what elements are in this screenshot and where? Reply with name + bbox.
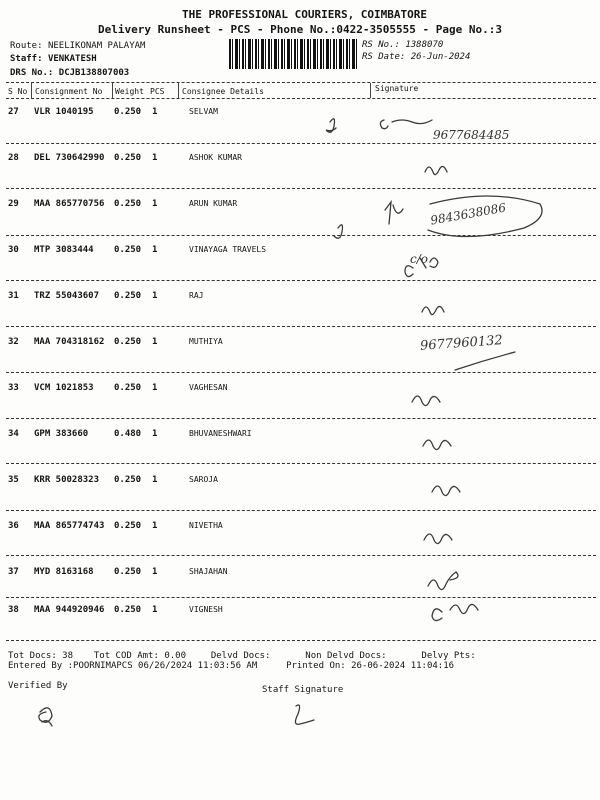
row-consignment: KRR 50028323 [34, 475, 100, 485]
row-consignee: ARUN KUMAR [189, 199, 238, 208]
row-weight: 0.250 [114, 337, 142, 347]
row-consignee: SELVAM [189, 107, 218, 116]
row-weight: 0.250 [114, 153, 142, 163]
entered-by: Entered By :POORNIMAPCS 06/26/2024 11:03:56 AM [8, 661, 258, 671]
route-value: NEELIKONAM PALAYAM [47, 41, 146, 51]
row-weight: 0.250 [114, 567, 142, 577]
delvy-pts: Delvy Pts: [421, 651, 476, 661]
signature-mark [425, 166, 447, 174]
signature-mark [334, 225, 343, 238]
row-weight: 0.250 [114, 605, 142, 615]
row-consignee: NIVETHA [189, 521, 223, 530]
row-consignment: MYD 8163168 [34, 567, 94, 577]
verified-by: Verified By [8, 681, 68, 691]
company-title: THE PROFESSIONAL COURIERS, COIMBATORE [182, 8, 428, 21]
col-header-consignment: Consignment No [35, 87, 103, 96]
col-header-pcs: PCS [150, 87, 165, 96]
row-weight: 0.250 [114, 521, 142, 531]
row-pcs: 1 [152, 291, 158, 301]
row-sno: 33 [8, 383, 19, 393]
row-consignment: VLR 1040195 [34, 107, 94, 117]
row-sno: 27 [8, 107, 19, 117]
row-consignment: DEL 730642990 [34, 153, 105, 163]
signature-mark [432, 486, 460, 496]
handwritten-phone: 9677684485 [433, 128, 510, 142]
signature-mark [326, 119, 336, 132]
route-label: Route: [10, 41, 43, 51]
handwritten-note: c/o [410, 252, 428, 266]
row-consignee: RAJ [189, 291, 204, 300]
signature-mark [412, 396, 440, 406]
runsheet-title: Delivery Runsheet - PCS - Phone No.:0422-3505555 - Page No.:3 [98, 23, 502, 36]
delvd-docs: Delvd Docs: [210, 651, 271, 661]
row-sno: 35 [8, 475, 19, 485]
row-pcs: 1 [152, 153, 158, 163]
handwritten-phone: 9843638086 [429, 200, 507, 228]
row-pcs: 1 [152, 567, 158, 577]
row-sno: 28 [8, 153, 19, 163]
row-sno: 31 [8, 291, 19, 301]
signature-mark [432, 604, 478, 620]
row-consignee: VINAYAGA TRAVELS [189, 245, 267, 254]
signature-mark [428, 572, 458, 590]
staff-signature-label: Staff Signature [262, 685, 344, 695]
col-header-consignee: Consignee Details [182, 87, 264, 96]
row-pcs: 1 [152, 605, 158, 615]
row-consignment: MAA 865770756 [34, 199, 105, 209]
row-consignment: MAA 704318162 [34, 337, 105, 347]
row-sno: 36 [8, 521, 19, 531]
row-weight: 0.250 [114, 475, 142, 485]
rs-date: RS Date: 26-Jun-2024 [362, 52, 471, 62]
drs-label: DRS No.: [10, 68, 54, 78]
signature-mark [423, 440, 451, 450]
printed-on: Printed On: 26-06-2024 11:04:16 [286, 661, 455, 671]
row-pcs: 1 [152, 107, 158, 117]
handwritten-phone: 9677960132 [419, 333, 504, 354]
signature-mark [424, 534, 452, 544]
row-consignment: GPM 383660 [34, 429, 89, 439]
row-consignee: ASHOK KUMAR [189, 153, 242, 162]
non-delvd-docs: Non Delvd Docs: [305, 651, 387, 661]
row-pcs: 1 [152, 521, 158, 531]
row-consignment: MAA 865774743 [34, 521, 105, 531]
signature-mark [39, 708, 52, 726]
row-consignment: VCM 1021853 [34, 383, 94, 393]
col-header-weight: Weight [115, 87, 144, 96]
row-sno: 34 [8, 429, 19, 439]
row-consignee: MUTHIYA [189, 337, 223, 346]
row-weight: 0.250 [114, 245, 142, 255]
row-sno: 30 [8, 245, 19, 255]
row-consignee: VIGNESH [189, 605, 223, 614]
row-pcs: 1 [152, 429, 158, 439]
row-sno: 37 [8, 567, 19, 577]
rs-no: RS No.: 1388070 [362, 40, 444, 50]
row-consignment: MTP 3083444 [34, 245, 94, 255]
signature-mark [422, 306, 444, 314]
row-pcs: 1 [152, 199, 158, 209]
footer-totals [8, 651, 476, 661]
signature-mark [455, 352, 515, 370]
col-header-signature: Signature [375, 84, 419, 93]
row-consignee: VAGHESAN [189, 383, 228, 392]
row-consignment: TRZ 55043607 [34, 291, 100, 301]
row-sno: 29 [8, 199, 19, 209]
tot-cod: Tot COD Amt: 0.00 [93, 651, 186, 661]
row-pcs: 1 [152, 383, 158, 393]
row-weight: 0.250 [114, 383, 142, 393]
staff-label: Staff: [10, 54, 43, 64]
row-weight: 0.480 [114, 429, 142, 439]
row-weight: 0.250 [114, 199, 142, 209]
row-consignee: BHUVANESHWARI [189, 429, 252, 438]
row-consignee: SAROJA [189, 475, 218, 484]
footer-entered [8, 661, 454, 671]
signature-mark [380, 120, 432, 129]
tot-docs: Tot Docs: 38 [8, 651, 74, 661]
row-pcs: 1 [152, 337, 158, 347]
row-consignee: SHAJAHAN [189, 567, 228, 576]
row-sno: 32 [8, 337, 19, 347]
staff-value: VENKATESH [47, 54, 97, 64]
row-pcs: 1 [152, 475, 158, 485]
row-pcs: 1 [152, 245, 158, 255]
row-consignment: MAA 944920946 [34, 605, 105, 615]
row-sno: 38 [8, 605, 19, 615]
signature-mark [295, 705, 314, 724]
col-header-sno: S No [8, 87, 28, 96]
row-weight: 0.250 [114, 107, 142, 117]
row-weight: 0.250 [114, 291, 142, 301]
drs-value: DCJB138807003 [58, 68, 130, 78]
